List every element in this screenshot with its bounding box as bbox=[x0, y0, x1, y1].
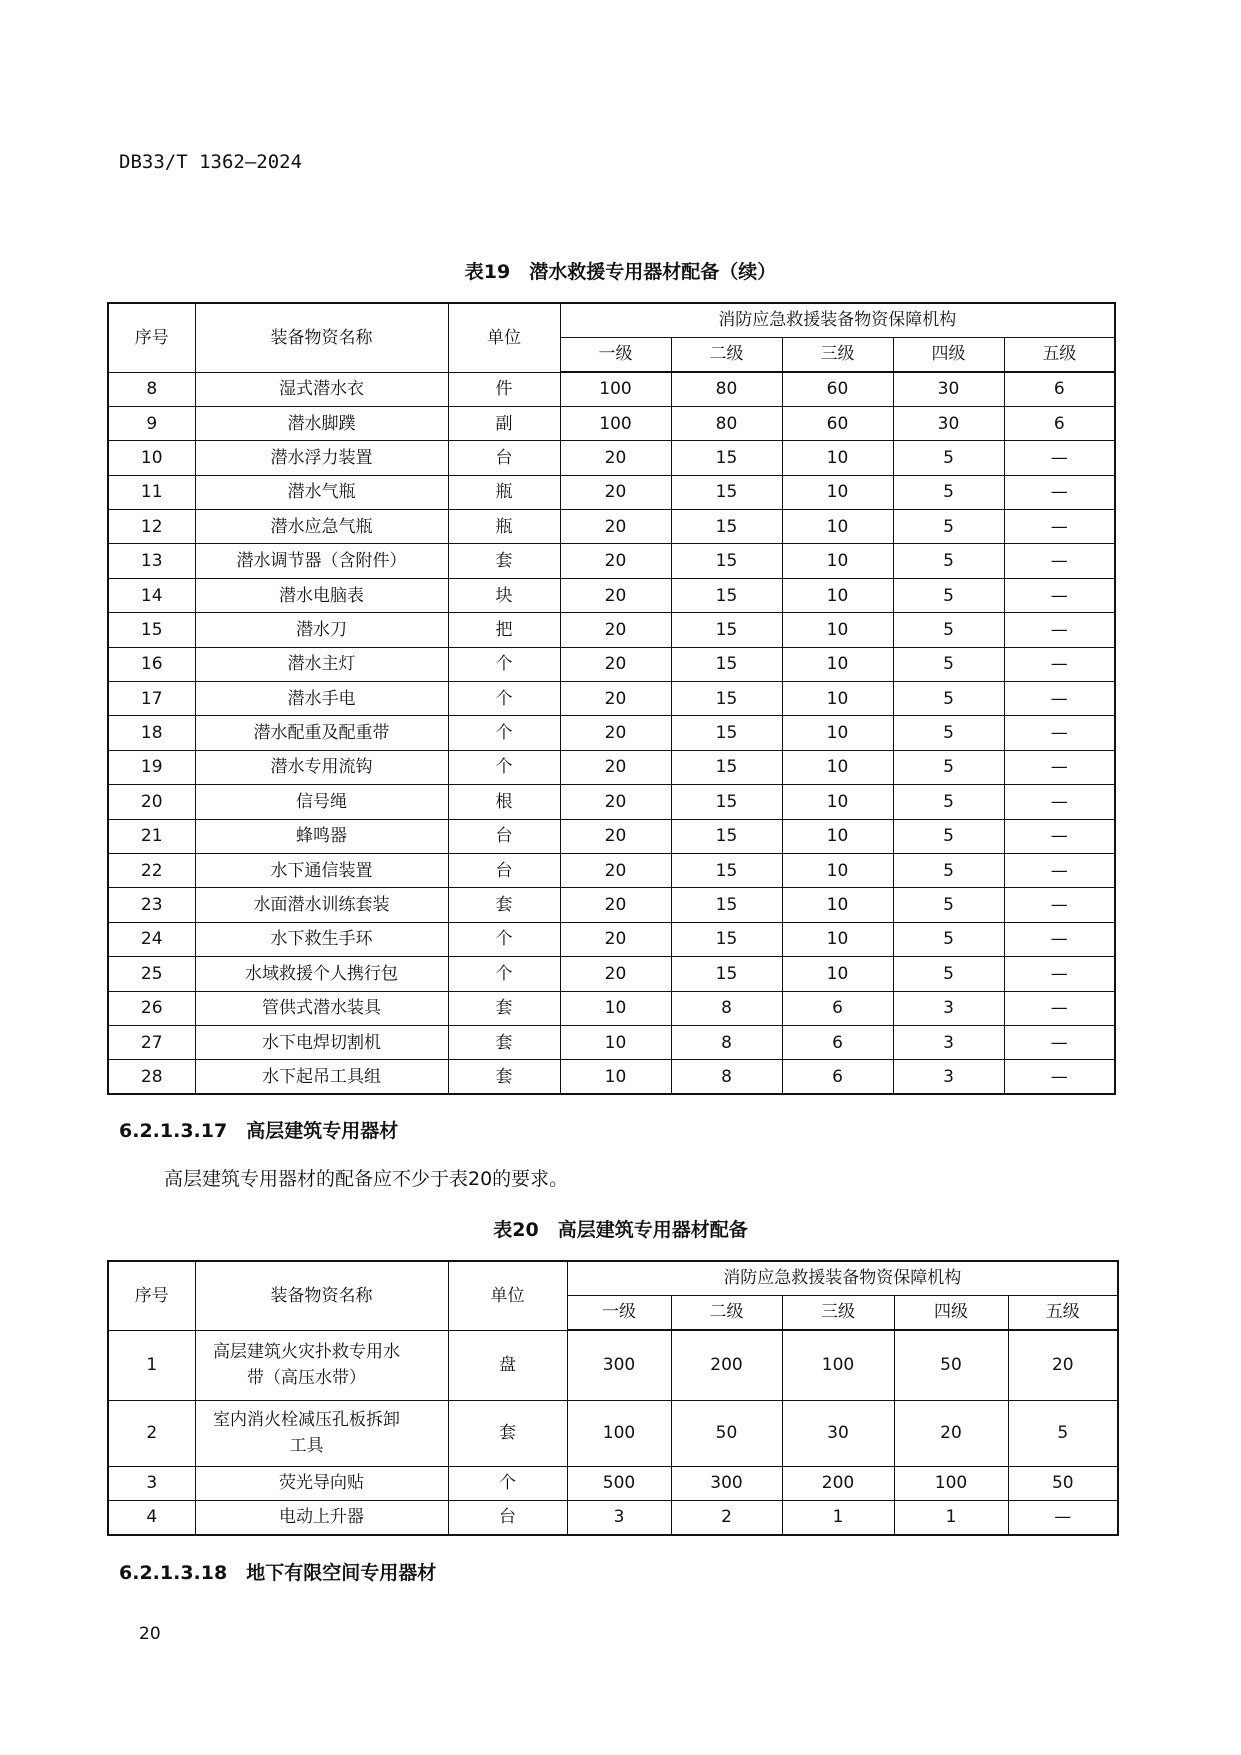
header-item-name: 装备物资名称 bbox=[195, 1261, 448, 1330]
cell-level-5: — bbox=[1004, 819, 1115, 853]
cell-unit: 套 bbox=[448, 544, 560, 578]
cell-item-name: 电动上升器 bbox=[195, 1500, 448, 1535]
cell-level-1: 20 bbox=[560, 510, 671, 544]
cell-level-3: 60 bbox=[782, 406, 893, 440]
cell-item-name: 蜂鸣器 bbox=[195, 819, 448, 853]
cell-level-2: 8 bbox=[671, 1025, 782, 1059]
table-row bbox=[108, 475, 1115, 509]
cell-level-2: 15 bbox=[671, 785, 782, 819]
cell-level-2: 50 bbox=[671, 1400, 782, 1466]
table-row bbox=[108, 510, 1115, 544]
cell-level-5: — bbox=[1004, 750, 1115, 784]
table-row bbox=[108, 819, 1115, 853]
cell-level-4: 5 bbox=[893, 785, 1004, 819]
cell-item-name: 潜水专用流钩 bbox=[195, 750, 448, 784]
cell-level-3: 30 bbox=[782, 1400, 894, 1466]
cell-item-name: 水下电焊切割机 bbox=[195, 1025, 448, 1059]
cell-serial-number: 21 bbox=[108, 819, 195, 853]
cell-level-1: 3 bbox=[567, 1500, 671, 1535]
cell-level-3: 10 bbox=[782, 785, 893, 819]
cell-level-4: 3 bbox=[893, 1060, 1004, 1094]
table-row bbox=[108, 991, 1115, 1025]
header-level: 四级 bbox=[894, 1295, 1008, 1330]
cell-unit: 把 bbox=[448, 613, 560, 647]
cell-level-3: 10 bbox=[782, 441, 893, 475]
cell-serial-number: 20 bbox=[108, 785, 195, 819]
cell-item-name: 水下救生手环 bbox=[195, 922, 448, 956]
cell-unit: 件 bbox=[448, 372, 560, 406]
table-row bbox=[108, 613, 1115, 647]
cell-serial-number: 10 bbox=[108, 441, 195, 475]
cell-item-name: 潜水气瓶 bbox=[195, 475, 448, 509]
cell-level-2: 15 bbox=[671, 647, 782, 681]
cell-level-5: — bbox=[1004, 957, 1115, 991]
cell-level-5: — bbox=[1004, 682, 1115, 716]
cell-level-4: 30 bbox=[893, 372, 1004, 406]
table-row bbox=[108, 578, 1115, 612]
cell-level-3: 10 bbox=[782, 510, 893, 544]
cell-level-3: 10 bbox=[782, 750, 893, 784]
cell-level-5: 50 bbox=[1008, 1466, 1118, 1500]
cell-level-3: 200 bbox=[782, 1466, 894, 1500]
table-row bbox=[108, 441, 1115, 475]
cell-item-name: 管供式潜水装具 bbox=[195, 991, 448, 1025]
cell-level-3: 1 bbox=[782, 1500, 894, 1535]
cell-serial-number: 13 bbox=[108, 544, 195, 578]
cell-level-2: 80 bbox=[671, 372, 782, 406]
cell-level-1: 20 bbox=[560, 957, 671, 991]
cell-level-4: 5 bbox=[893, 750, 1004, 784]
cell-level-1: 100 bbox=[560, 406, 671, 440]
cell-level-5: 20 bbox=[1008, 1330, 1118, 1400]
cell-serial-number: 16 bbox=[108, 647, 195, 681]
cell-item-name: 潜水电脑表 bbox=[195, 578, 448, 612]
cell-level-2: 15 bbox=[671, 716, 782, 750]
cell-serial-number: 9 bbox=[108, 406, 195, 440]
cell-level-3: 10 bbox=[782, 819, 893, 853]
cell-level-2: 300 bbox=[671, 1466, 782, 1500]
cell-unit: 根 bbox=[448, 785, 560, 819]
cell-level-4: 20 bbox=[894, 1400, 1008, 1466]
table20 bbox=[107, 1260, 1119, 1536]
cell-level-3: 10 bbox=[782, 647, 893, 681]
header-level: 二级 bbox=[671, 1295, 782, 1330]
cell-level-3: 10 bbox=[782, 682, 893, 716]
cell-serial-number: 25 bbox=[108, 957, 195, 991]
cell-level-1: 20 bbox=[560, 716, 671, 750]
cell-level-1: 20 bbox=[560, 785, 671, 819]
cell-unit: 台 bbox=[448, 819, 560, 853]
cell-level-5: — bbox=[1004, 475, 1115, 509]
table-row bbox=[108, 957, 1115, 991]
header-level: 三级 bbox=[782, 1295, 894, 1330]
cell-level-1: 20 bbox=[560, 853, 671, 887]
table-row bbox=[108, 853, 1115, 887]
cell-level-2: 2 bbox=[671, 1500, 782, 1535]
cell-item-name: 高层建筑火灾扑救专用水带（高压水带） bbox=[195, 1330, 448, 1400]
cell-level-4: 100 bbox=[894, 1466, 1008, 1500]
table19 bbox=[107, 302, 1116, 1095]
table-row bbox=[108, 1025, 1115, 1059]
header-row bbox=[108, 303, 1115, 337]
cell-serial-number: 4 bbox=[108, 1500, 195, 1535]
header-level: 五级 bbox=[1008, 1295, 1118, 1330]
header-level: 三级 bbox=[782, 337, 893, 372]
cell-serial-number: 14 bbox=[108, 578, 195, 612]
table-row bbox=[108, 647, 1115, 681]
cell-item-name: 湿式潜水衣 bbox=[195, 372, 448, 406]
header-institution-group: 消防应急救援装备物资保障机构 bbox=[567, 1261, 1118, 1295]
cell-level-4: 3 bbox=[893, 1025, 1004, 1059]
cell-unit: 个 bbox=[448, 1466, 567, 1500]
cell-level-4: 5 bbox=[893, 682, 1004, 716]
cell-level-1: 20 bbox=[560, 888, 671, 922]
cell-level-4: 5 bbox=[893, 441, 1004, 475]
cell-unit: 个 bbox=[448, 957, 560, 991]
cell-item-name: 潜水手电 bbox=[195, 682, 448, 716]
table-row bbox=[108, 1330, 1118, 1400]
cell-item-name: 潜水应急气瓶 bbox=[195, 510, 448, 544]
cell-level-2: 8 bbox=[671, 991, 782, 1025]
cell-level-1: 20 bbox=[560, 922, 671, 956]
cell-unit: 套 bbox=[448, 888, 560, 922]
cell-level-5: — bbox=[1004, 578, 1115, 612]
cell-unit: 瓶 bbox=[448, 475, 560, 509]
cell-level-5: — bbox=[1004, 1060, 1115, 1094]
cell-level-5: — bbox=[1004, 853, 1115, 887]
section-heading-18: 6.2.1.3.18 地下有限空间专用器材 bbox=[119, 1562, 437, 1584]
cell-level-2: 15 bbox=[671, 888, 782, 922]
cell-level-4: 5 bbox=[893, 922, 1004, 956]
cell-level-2: 15 bbox=[671, 682, 782, 716]
cell-level-1: 20 bbox=[560, 578, 671, 612]
cell-level-1: 20 bbox=[560, 613, 671, 647]
paragraph: 高层建筑专用器材的配备应不少于表20的要求。 bbox=[164, 1168, 569, 1190]
table20-title: 表20 高层建筑专用器材配备 bbox=[493, 1219, 748, 1241]
cell-level-3: 6 bbox=[782, 1060, 893, 1094]
header-level: 二级 bbox=[671, 337, 782, 372]
table-row bbox=[108, 372, 1115, 406]
cell-level-1: 100 bbox=[567, 1400, 671, 1466]
cell-level-5: — bbox=[1004, 510, 1115, 544]
cell-level-4: 30 bbox=[893, 406, 1004, 440]
cell-level-1: 20 bbox=[560, 647, 671, 681]
cell-unit: 套 bbox=[448, 1060, 560, 1094]
cell-unit: 套 bbox=[448, 991, 560, 1025]
cell-item-name: 水下起吊工具组 bbox=[195, 1060, 448, 1094]
cell-item-name: 潜水主灯 bbox=[195, 647, 448, 681]
cell-unit: 套 bbox=[448, 1400, 567, 1466]
cell-unit: 个 bbox=[448, 750, 560, 784]
header-level: 五级 bbox=[1004, 337, 1115, 372]
cell-serial-number: 27 bbox=[108, 1025, 195, 1059]
cell-level-1: 10 bbox=[560, 1025, 671, 1059]
cell-level-4: 5 bbox=[893, 647, 1004, 681]
cell-serial-number: 18 bbox=[108, 716, 195, 750]
cell-serial-number: 2 bbox=[108, 1400, 195, 1466]
cell-level-2: 15 bbox=[671, 578, 782, 612]
cell-level-3: 60 bbox=[782, 372, 893, 406]
cell-level-4: 5 bbox=[893, 578, 1004, 612]
cell-level-5: — bbox=[1004, 647, 1115, 681]
cell-item-name: 水下通信装置 bbox=[195, 853, 448, 887]
cell-level-3: 10 bbox=[782, 853, 893, 887]
header-serial-number: 序号 bbox=[108, 1261, 195, 1330]
table-row bbox=[108, 922, 1115, 956]
header-row bbox=[108, 1261, 1118, 1295]
cell-level-4: 5 bbox=[893, 613, 1004, 647]
table-row bbox=[108, 1400, 1118, 1466]
cell-level-3: 10 bbox=[782, 613, 893, 647]
cell-level-3: 10 bbox=[782, 922, 893, 956]
table-row bbox=[108, 406, 1115, 440]
cell-level-2: 15 bbox=[671, 613, 782, 647]
cell-level-2: 15 bbox=[671, 750, 782, 784]
cell-level-4: 5 bbox=[893, 853, 1004, 887]
cell-level-1: 10 bbox=[560, 991, 671, 1025]
cell-level-4: 3 bbox=[893, 991, 1004, 1025]
page-number: 20 bbox=[139, 1624, 161, 1644]
cell-unit: 个 bbox=[448, 682, 560, 716]
cell-level-1: 20 bbox=[560, 441, 671, 475]
cell-unit: 台 bbox=[448, 1500, 567, 1535]
cell-serial-number: 17 bbox=[108, 682, 195, 716]
cell-level-5: — bbox=[1004, 991, 1115, 1025]
cell-level-1: 300 bbox=[567, 1330, 671, 1400]
cell-item-name: 水面潜水训练套装 bbox=[195, 888, 448, 922]
table-row bbox=[108, 544, 1115, 578]
table19-title: 表19 潜水救援专用器材配备（续） bbox=[464, 261, 777, 283]
cell-level-4: 1 bbox=[894, 1500, 1008, 1535]
table-row bbox=[108, 1060, 1115, 1094]
cell-level-2: 15 bbox=[671, 853, 782, 887]
header-level: 一级 bbox=[567, 1295, 671, 1330]
document-code: DB33/T 1362—2024 bbox=[119, 151, 303, 173]
cell-unit: 副 bbox=[448, 406, 560, 440]
cell-serial-number: 28 bbox=[108, 1060, 195, 1094]
cell-level-5: — bbox=[1004, 888, 1115, 922]
cell-level-1: 20 bbox=[560, 819, 671, 853]
cell-unit: 块 bbox=[448, 578, 560, 612]
cell-level-4: 5 bbox=[893, 716, 1004, 750]
cell-serial-number: 3 bbox=[108, 1466, 195, 1500]
cell-serial-number: 19 bbox=[108, 750, 195, 784]
section-heading-17: 6.2.1.3.17 高层建筑专用器材 bbox=[119, 1120, 399, 1142]
cell-level-1: 20 bbox=[560, 682, 671, 716]
table-row bbox=[108, 682, 1115, 716]
cell-level-3: 10 bbox=[782, 957, 893, 991]
cell-level-5: — bbox=[1004, 441, 1115, 475]
cell-level-2: 15 bbox=[671, 544, 782, 578]
cell-level-5: — bbox=[1004, 544, 1115, 578]
cell-level-2: 15 bbox=[671, 510, 782, 544]
table-row bbox=[108, 1466, 1118, 1500]
cell-serial-number: 15 bbox=[108, 613, 195, 647]
cell-unit: 个 bbox=[448, 716, 560, 750]
cell-level-1: 500 bbox=[567, 1466, 671, 1500]
cell-level-1: 100 bbox=[560, 372, 671, 406]
cell-level-5: — bbox=[1004, 1025, 1115, 1059]
cell-item-name: 潜水调节器（含附件） bbox=[195, 544, 448, 578]
cell-unit: 台 bbox=[448, 441, 560, 475]
cell-level-1: 20 bbox=[560, 475, 671, 509]
cell-unit: 个 bbox=[448, 922, 560, 956]
cell-item-name: 荧光导向贴 bbox=[195, 1466, 448, 1500]
cell-item-name: 水域救援个人携行包 bbox=[195, 957, 448, 991]
header-serial-number: 序号 bbox=[108, 303, 195, 372]
header-level: 四级 bbox=[893, 337, 1004, 372]
cell-level-2: 80 bbox=[671, 406, 782, 440]
cell-item-name: 信号绳 bbox=[195, 785, 448, 819]
cell-level-5: — bbox=[1004, 716, 1115, 750]
cell-level-4: 5 bbox=[893, 510, 1004, 544]
cell-level-4: 50 bbox=[894, 1330, 1008, 1400]
cell-unit: 套 bbox=[448, 1025, 560, 1059]
cell-level-5: 6 bbox=[1004, 406, 1115, 440]
header-unit: 单位 bbox=[448, 303, 560, 372]
cell-level-4: 5 bbox=[893, 475, 1004, 509]
cell-item-name: 潜水脚蹼 bbox=[195, 406, 448, 440]
header-unit: 单位 bbox=[448, 1261, 567, 1330]
cell-level-3: 100 bbox=[782, 1330, 894, 1400]
cell-level-2: 15 bbox=[671, 922, 782, 956]
header-institution-group: 消防应急救援装备物资保障机构 bbox=[560, 303, 1115, 337]
cell-serial-number: 12 bbox=[108, 510, 195, 544]
cell-level-4: 5 bbox=[893, 957, 1004, 991]
cell-level-5: 5 bbox=[1008, 1400, 1118, 1466]
cell-item-name: 潜水浮力装置 bbox=[195, 441, 448, 475]
cell-level-5: — bbox=[1008, 1500, 1118, 1535]
cell-unit: 盘 bbox=[448, 1330, 567, 1400]
cell-level-3: 6 bbox=[782, 991, 893, 1025]
cell-item-name: 潜水刀 bbox=[195, 613, 448, 647]
cell-unit: 瓶 bbox=[448, 510, 560, 544]
cell-level-5: 6 bbox=[1004, 372, 1115, 406]
cell-serial-number: 22 bbox=[108, 853, 195, 887]
cell-level-1: 20 bbox=[560, 544, 671, 578]
cell-unit: 台 bbox=[448, 853, 560, 887]
cell-level-2: 15 bbox=[671, 441, 782, 475]
cell-unit: 个 bbox=[448, 647, 560, 681]
cell-level-4: 5 bbox=[893, 888, 1004, 922]
cell-level-3: 10 bbox=[782, 888, 893, 922]
table-row bbox=[108, 716, 1115, 750]
cell-level-4: 5 bbox=[893, 819, 1004, 853]
cell-level-5: — bbox=[1004, 922, 1115, 956]
cell-serial-number: 23 bbox=[108, 888, 195, 922]
cell-level-2: 8 bbox=[671, 1060, 782, 1094]
table-row bbox=[108, 888, 1115, 922]
cell-serial-number: 11 bbox=[108, 475, 195, 509]
cell-level-1: 20 bbox=[560, 750, 671, 784]
cell-serial-number: 26 bbox=[108, 991, 195, 1025]
cell-level-2: 15 bbox=[671, 957, 782, 991]
cell-level-3: 10 bbox=[782, 544, 893, 578]
cell-level-5: — bbox=[1004, 785, 1115, 819]
cell-serial-number: 24 bbox=[108, 922, 195, 956]
table-row bbox=[108, 785, 1115, 819]
table-row bbox=[108, 1500, 1118, 1535]
cell-level-3: 6 bbox=[782, 1025, 893, 1059]
table-row bbox=[108, 750, 1115, 784]
cell-level-1: 10 bbox=[560, 1060, 671, 1094]
cell-level-2: 15 bbox=[671, 475, 782, 509]
cell-level-4: 5 bbox=[893, 544, 1004, 578]
cell-level-2: 200 bbox=[671, 1330, 782, 1400]
cell-serial-number: 8 bbox=[108, 372, 195, 406]
cell-level-2: 15 bbox=[671, 819, 782, 853]
cell-level-5: — bbox=[1004, 613, 1115, 647]
header-level: 一级 bbox=[560, 337, 671, 372]
cell-serial-number: 1 bbox=[108, 1330, 195, 1400]
cell-level-3: 10 bbox=[782, 475, 893, 509]
header-item-name: 装备物资名称 bbox=[195, 303, 448, 372]
cell-level-3: 10 bbox=[782, 716, 893, 750]
cell-item-name: 潜水配重及配重带 bbox=[195, 716, 448, 750]
cell-item-name: 室内消火栓减压孔板拆卸工具 bbox=[195, 1400, 448, 1466]
cell-level-3: 10 bbox=[782, 578, 893, 612]
